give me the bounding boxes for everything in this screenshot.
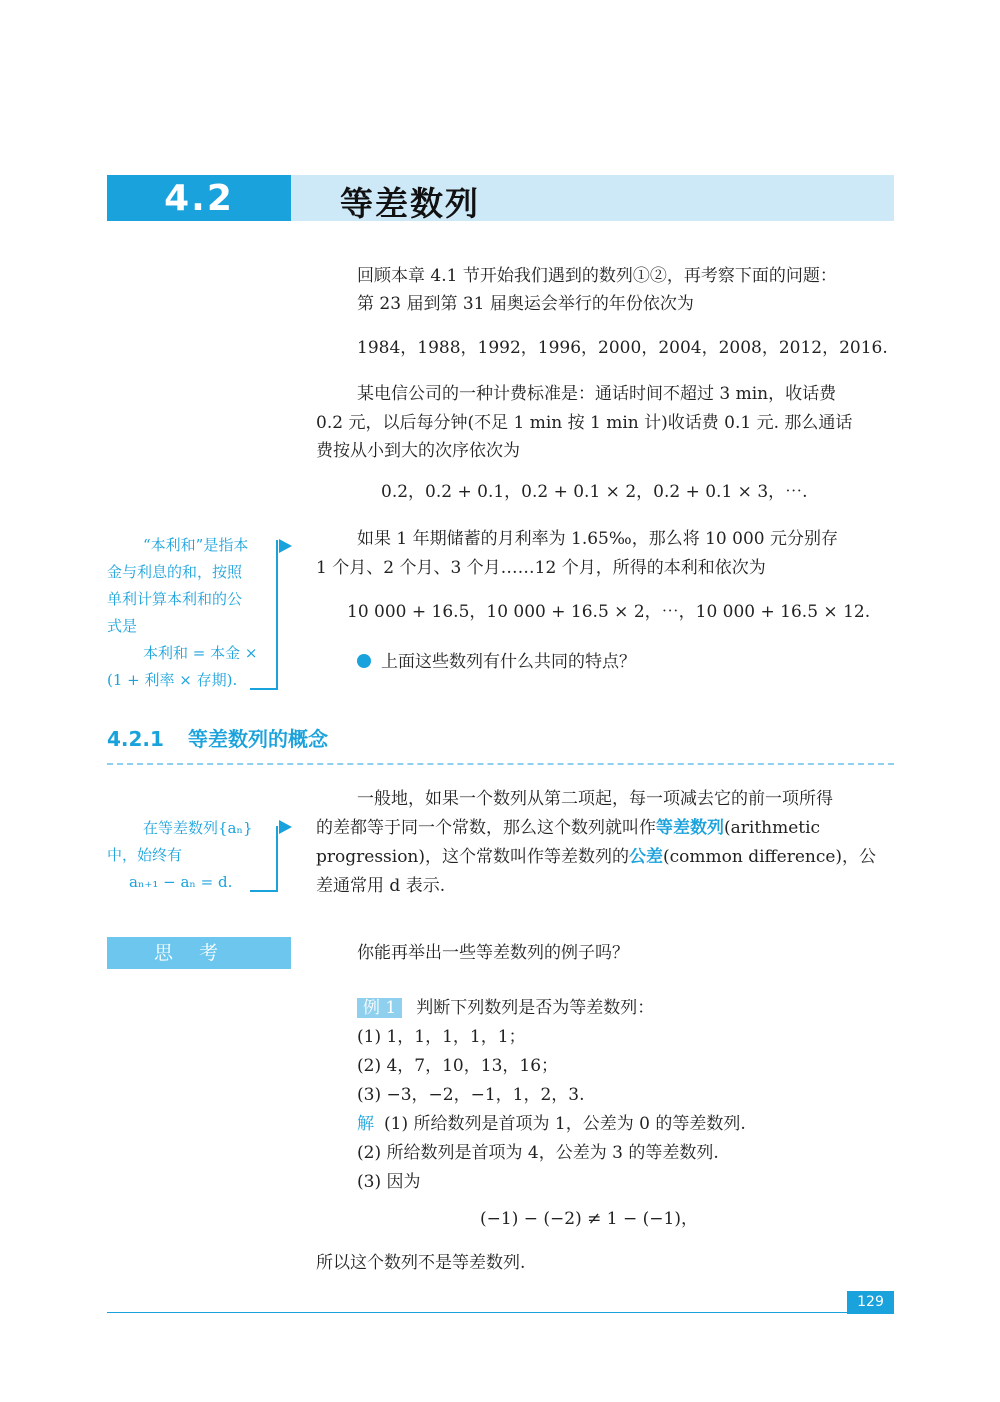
subsection-divider xyxy=(107,763,894,765)
intro-line-2: 第 23 届到第 31 届奥运会举行的年份依次为 xyxy=(357,294,694,314)
definition-line-1: 一般地，如果一个数列从第二项起，每一项减去它的前一项所得 xyxy=(357,789,833,809)
fee-line-2: 0.2 元，以后每分钟(不足 1 min 按 1 min 计)收话费 0.1 元. 那么通话 xyxy=(316,413,853,433)
section-number: 4.2 xyxy=(107,175,291,221)
solution-line-2: (2) 所给数列是首项为 4，公差为 3 的等差数列. xyxy=(357,1143,719,1163)
subsection-heading: 4.2.1 等差数列的概念 xyxy=(107,727,328,751)
years-sequence: 1984，1988，1992，1996，2000，2004，2008，2012，2016. xyxy=(357,338,888,358)
interest-line-2: 1 个月、2 个月、3 个月……12 个月，所得的本利和依次为 xyxy=(316,558,766,578)
example-heading: 例 1 判断下列数列是否为等差数列： xyxy=(357,993,654,1023)
example-item-1: (1) 1，1，1，1，1； xyxy=(357,1027,526,1047)
example-item-3: (3) −3，−2，−1，1，2，3. xyxy=(357,1085,585,1105)
term-common-difference: 公差 xyxy=(629,847,664,867)
sum-sequence: 10 000 + 16.5，10 000 + 16.5 × 2，⋯，10 000 + 16.5 × 12. xyxy=(347,602,871,622)
fee-sequence: 0.2，0.2 + 0.1，0.2 + 0.1 × 2，0.2 + 0.1 × 3，⋯. xyxy=(381,482,808,502)
side-note-difference: 在等差数列{aₙ} 中，始终有 aₙ₊₁ − aₙ = d. xyxy=(107,819,253,891)
solution-line-3: (3) 因为 xyxy=(357,1172,421,1192)
definition-line-3: progression)，这个常数叫作等差数列的公差(common difference)，公 xyxy=(316,847,877,867)
intro-line-1: 回顾本章 4.1 节开始我们遇到的数列①②，再考察下面的问题： xyxy=(357,266,837,286)
bullet-dot-icon xyxy=(357,654,371,668)
example-item-2: (2) 4，7，10，13，16； xyxy=(357,1056,559,1076)
definition-line-2: 的差都等于同一个常数，那么这个数列就叫作等差数列(arithmetic xyxy=(316,818,821,838)
definition-line-4: 差通常用 d 表示. xyxy=(316,876,446,896)
page-number: 129 xyxy=(847,1291,894,1314)
solution-conclusion: 所以这个数列不是等差数列. xyxy=(316,1253,526,1273)
think-label: 思考 xyxy=(107,937,291,969)
solution-formula: (−1) − (−2) ≠ 1 − (−1)， xyxy=(480,1209,698,1229)
interest-line-1: 如果 1 年期储蓄的月利率为 1.65‰，那么将 10 000 元分别存 xyxy=(357,529,838,549)
fee-line-3: 费按从小到大的次序依次为 xyxy=(316,441,520,461)
fee-line-1: 某电信公司的一种计费标准是：通话时间不超过 3 min，收话费 xyxy=(357,384,837,404)
footer-rule xyxy=(107,1312,847,1313)
common-feature-question: 上面这些数列有什么共同的特点？ xyxy=(357,647,636,677)
side-note-interest: “本利和”是指本 金与利息的和，按照 单利计算本利和的公 式是 本利和 = 本金 × (1 + 利率 × 存期). xyxy=(107,536,258,689)
solution-label: 解 xyxy=(357,1114,374,1134)
section-title: 等差数列 xyxy=(340,184,480,223)
example-tag: 例 1 xyxy=(357,998,402,1018)
solution-line-1: 解 (1) 所给数列是首项为 1，公差为 0 的等差数列. xyxy=(357,1114,746,1134)
note-arrow-icon xyxy=(279,539,292,553)
term-arithmetic-progression: 等差数列 xyxy=(656,818,724,838)
note2-arrow-icon xyxy=(279,820,292,834)
think-question: 你能再举出一些等差数列的例子吗？ xyxy=(357,943,629,963)
note2-bracket xyxy=(250,826,278,892)
